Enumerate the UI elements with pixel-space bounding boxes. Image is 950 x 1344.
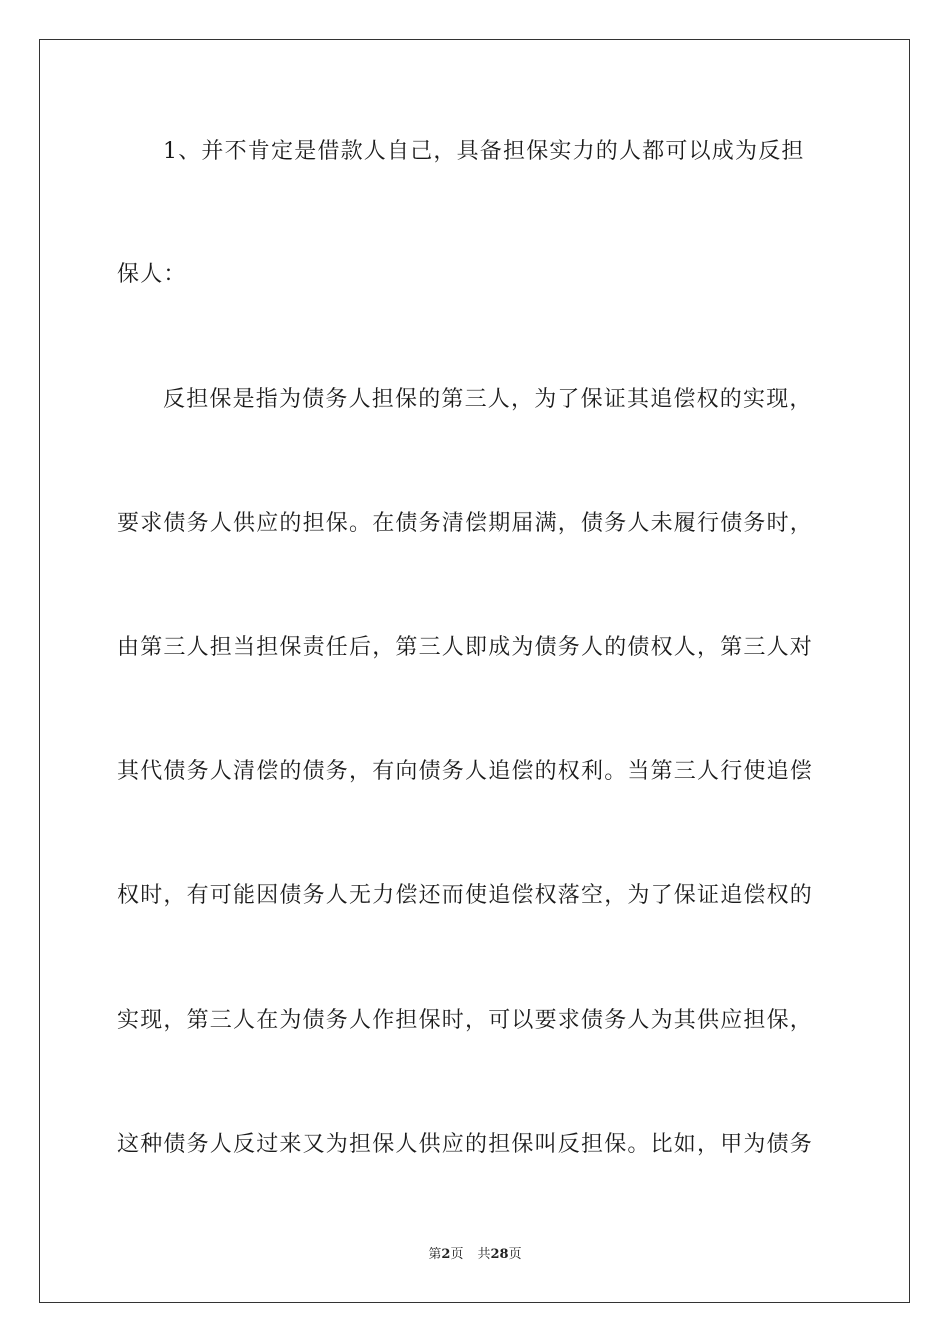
page-border xyxy=(39,39,910,1303)
footer-page-suffix: 页 xyxy=(450,1247,464,1262)
footer-page-prefix: 第 xyxy=(428,1247,442,1262)
body-text-line: 由第三人担当担保责任后，第三人即成为债务人的债权人，第三人对 xyxy=(117,635,814,660)
body-text-line: 其代债务人清偿的债务，有向债务人追偿的权利。当第三人行使追偿 xyxy=(117,759,814,784)
body-text-line: 1、并不肯定是借款人自己，具备担保实力的人都可以成为反担 xyxy=(163,139,805,164)
footer-page-number: 2 xyxy=(441,1247,451,1262)
body-text-line: 要求债务人供应的担保。在债务清偿期届满，债务人未履行债务时， xyxy=(117,511,814,536)
footer-total-prefix: 共 xyxy=(477,1247,491,1262)
body-text-line: 反担保是指为债务人担保的第三人，为了保证其追偿权的实现， xyxy=(163,387,813,412)
body-text-line: 保人： xyxy=(117,262,187,287)
body-text-line: 权时，有可能因债务人无力偿还而使追偿权落空，为了保证追偿权的 xyxy=(117,883,814,908)
body-text-line: 实现，第三人在为债务人作担保时，可以要求债务人为其供应担保， xyxy=(117,1008,814,1033)
page-footer xyxy=(0,1246,950,1264)
footer-total-suffix: 页 xyxy=(508,1247,522,1262)
body-text-line: 这种债务人反过来又为担保人供应的担保叫反担保。比如，甲为债务 xyxy=(117,1132,814,1157)
footer-total-pages: 28 xyxy=(490,1247,509,1262)
